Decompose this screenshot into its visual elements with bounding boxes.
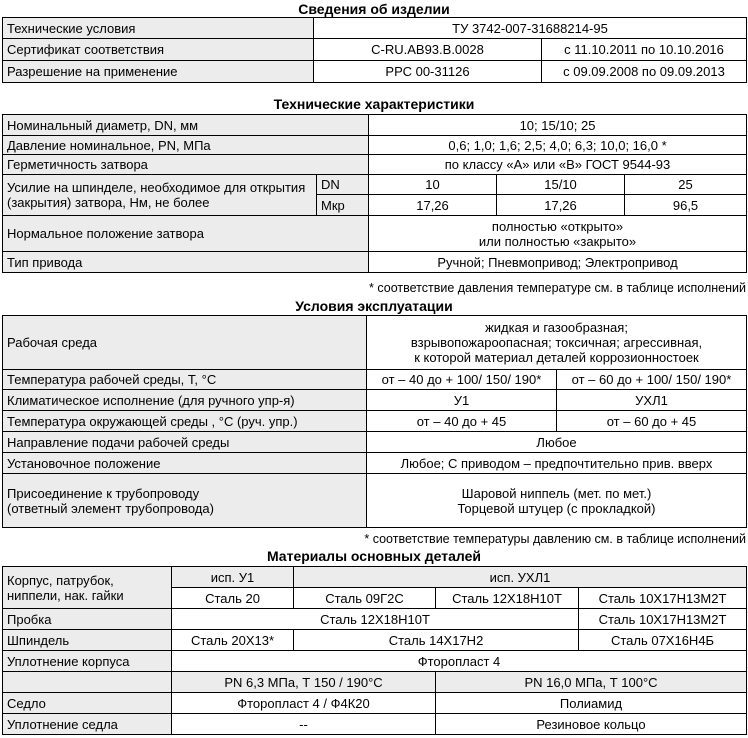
row-value-uhl1: от – 60 до + 100/ 150/ 190*	[557, 370, 747, 390]
row-value-u1: от – 40 до + 45	[367, 411, 557, 432]
force-mkr-value: 17,26	[369, 195, 497, 216]
force-dn-value: 15/10	[497, 175, 625, 195]
seal-value: Фторопласт 4	[172, 651, 747, 672]
table-row	[3, 136, 747, 155]
row-label-empty	[3, 672, 172, 693]
table-row	[3, 316, 747, 370]
footnote-pressure: * соответствие давления температуре см. в таблице исполнений	[369, 281, 746, 295]
row-label: Направление подачи рабочей среды	[3, 432, 367, 453]
row-label	[3, 474, 367, 528]
row-label: Климатическое исполнение (для ручного упр-я)	[3, 390, 367, 411]
spindle-c: Сталь 07Х16Н4Б	[579, 630, 747, 651]
force-dn-header: DN	[317, 175, 369, 195]
row-label: Корпус, патрубок, ниппели, нак. гайки	[3, 567, 172, 609]
body-uhl1: Сталь 12Х18Н10Т	[436, 588, 579, 609]
row-value: C-RU.AB93.B.0028	[314, 39, 542, 61]
pn-b-header: PN 16,0 МПа, Т 100°С	[436, 672, 747, 693]
tech-specs-table	[2, 114, 747, 273]
row-label: Седло	[3, 693, 172, 714]
force-mkr-header: Мкр	[317, 195, 369, 216]
section-title-operating-conditions: Условия эксплуатации	[295, 298, 453, 314]
row-value: ТУ 3742-007-31688214-95	[314, 18, 747, 39]
seat-a: Фторопласт 4 / Ф4К20	[172, 693, 436, 714]
row-value-u1: от – 40 до + 100/ 150/ 190*	[367, 370, 557, 390]
table-row	[3, 18, 747, 39]
table-row	[3, 115, 747, 136]
connect-label-line: Присоединение к трубопроводу	[7, 485, 200, 501]
plug-b: Сталь 10Х17Н13М2Т	[579, 609, 747, 630]
body-u1: Сталь 20	[172, 588, 294, 609]
row-value: РРС 00-31126	[314, 61, 542, 83]
row-label: Технические условия	[3, 18, 314, 39]
force-label: Усилие на шпинделе, необходимое для открытия (закрытия) затвора, Нм, не более	[3, 175, 317, 216]
table-row	[3, 630, 747, 651]
table-row	[3, 672, 747, 693]
table-row	[3, 651, 747, 672]
table-row	[3, 567, 747, 588]
row-value	[367, 474, 747, 528]
table-row	[3, 155, 747, 175]
force-dn-value: 25	[625, 175, 747, 195]
table-row	[3, 39, 747, 61]
table-row	[3, 61, 747, 83]
isp-uhl1-header: исп. УХЛ1	[294, 567, 747, 588]
section-title-product-info: Сведения об изделии	[298, 1, 450, 17]
table-row	[3, 432, 747, 453]
connect-label-line: (ответный элемент трубопровода)	[7, 500, 214, 516]
medium-line: жидкая и газообразная;	[485, 320, 628, 335]
row-label: Уплотнение седла	[3, 714, 172, 735]
row-date: с 11.10.2011 по 10.10.2016	[542, 39, 747, 61]
operating-conditions-table	[2, 315, 747, 528]
row-value: 0,6; 1,0; 1,6; 2,5; 4,0; 6,3; 10,0; 16,0 *	[369, 136, 747, 155]
row-label: Шпиндель	[3, 630, 172, 651]
seat-b: Полиамид	[436, 693, 747, 714]
connect-value-line: Торцевой штуцер (с прокладкой)	[457, 500, 656, 516]
normal-line: или полностью «закрыто»	[478, 233, 637, 249]
product-info-table	[2, 17, 747, 83]
table-row	[3, 216, 747, 252]
row-value: 10; 15/10; 25	[369, 115, 747, 136]
table-row	[3, 175, 747, 195]
row-label: Уплотнение корпуса	[3, 651, 172, 672]
spindle-b: Сталь 14Х17Н2	[294, 630, 579, 651]
row-label: Нормальное положение затвора	[3, 216, 369, 252]
row-label: Давление номинальное, PN, МПа	[3, 136, 369, 155]
row-value: Любое; С приводом – предпочтительно прив. вверх	[367, 453, 747, 474]
table-row	[3, 390, 747, 411]
row-label: Тип привода	[3, 252, 369, 273]
seatseal-a: --	[172, 714, 436, 735]
row-label: Пробка	[3, 609, 172, 630]
table-row	[3, 693, 747, 714]
row-value-uhl1: от – 60 до + 45	[557, 411, 747, 432]
row-value-uhl1: УХЛ1	[557, 390, 747, 411]
normal-line: полностью «открыто»	[491, 218, 624, 234]
row-label: Номинальный диаметр, DN, мм	[3, 115, 369, 136]
medium-line: к которой материал деталей коррозионностоек	[414, 350, 699, 365]
pn-a-header: PN 6,3 МПа, Т 150 / 190°С	[172, 672, 436, 693]
force-mkr-value: 96,5	[625, 195, 747, 216]
seatseal-b: Резиновое кольцо	[436, 714, 747, 735]
spindle-a: Сталь 20Х13*	[172, 630, 294, 651]
section-title-materials: Материалы основных деталей	[266, 548, 482, 564]
row-value-u1: У1	[367, 390, 557, 411]
table-row	[3, 370, 747, 390]
body-uhl1: Сталь 09Г2С	[294, 588, 436, 609]
table-row	[3, 453, 747, 474]
row-value: по классу «А» или «В» ГОСТ 9544-93	[369, 155, 747, 175]
section-title-tech-specs: Технические характеристики	[273, 96, 475, 112]
table-row	[3, 411, 747, 432]
force-dn-value: 10	[369, 175, 497, 195]
row-value	[367, 316, 747, 370]
row-value: Любое	[367, 432, 747, 453]
row-label: Разрешение на применение	[3, 61, 314, 83]
row-label: Установочное положение	[3, 453, 367, 474]
row-label: Сертификат соответствия	[3, 39, 314, 61]
connect-value-line: Шаровой ниппель (мет. по мет.)	[461, 485, 652, 501]
footnote-temperature: * соответствие температуры давлению см. в таблице исполнений	[364, 532, 746, 546]
body-uhl1: Сталь 10Х17Н13М2Т	[579, 588, 747, 609]
table-row	[3, 252, 747, 273]
force-mkr-value: 17,26	[497, 195, 625, 216]
isp-u1-header: исп. У1	[172, 567, 294, 588]
row-label: Температура окружающей среды , °С (руч. упр.)	[3, 411, 367, 432]
table-row	[3, 474, 747, 528]
row-value: Ручной; Пневмопривод; Электропривод	[369, 252, 747, 273]
row-value	[369, 216, 747, 252]
medium-line: взрывопожароопасная; токсичная; агрессивная,	[410, 335, 703, 350]
table-row	[3, 714, 747, 735]
table-row	[3, 609, 747, 630]
row-label: Рабочая среда	[3, 316, 367, 370]
row-label: Температура рабочей среды, Т, °С	[3, 370, 367, 390]
row-label: Герметичность затвора	[3, 155, 369, 175]
materials-table	[2, 566, 747, 735]
plug-a: Сталь 12Х18Н10Т	[172, 609, 579, 630]
row-date: с 09.09.2008 по 09.09.2013	[542, 61, 747, 83]
